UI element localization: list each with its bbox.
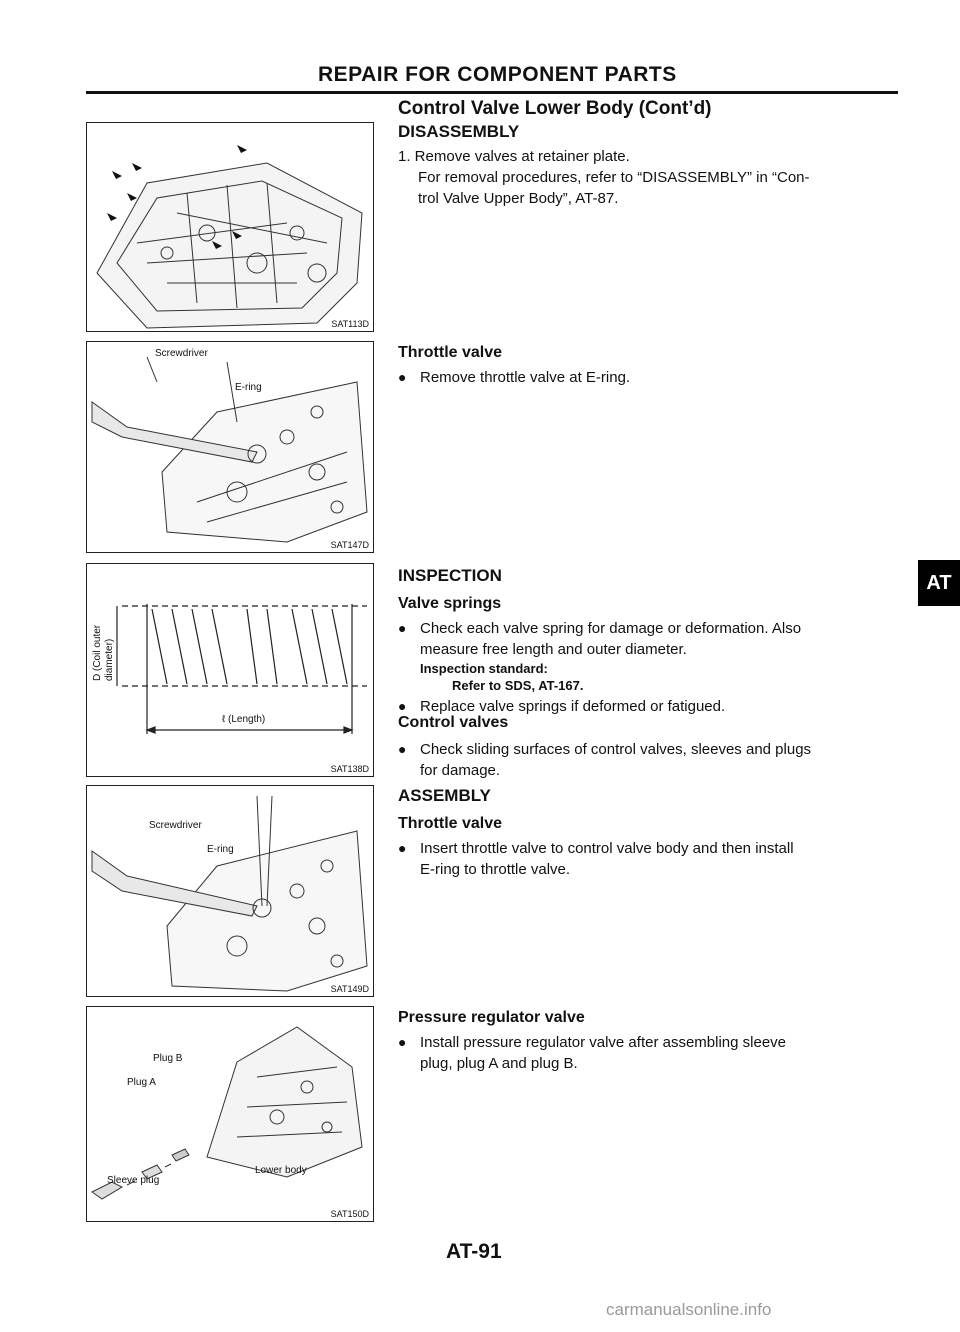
bullet-text: Install pressure regulator valve after assembling sleeve	[420, 1034, 787, 1051]
figure-pressure-regulator	[86, 1006, 374, 1222]
heading-inspection: INSPECTION	[398, 566, 502, 585]
label-ering: E-ring	[235, 382, 262, 393]
label-screwdriver: Screwdriver	[155, 348, 208, 359]
figure-throttle-install	[86, 785, 374, 997]
bullet-item	[398, 739, 811, 781]
bullet-item	[398, 1032, 786, 1074]
label-coil-diameter: D (Coil outer diameter)	[92, 624, 115, 681]
bullet-item	[398, 838, 794, 880]
screwdriver-ering-illustration	[87, 786, 375, 998]
bullet-icon: ●	[398, 369, 407, 385]
heading-throttle-valve-assembly: Throttle valve	[398, 815, 503, 832]
step-text: For removal procedures, refer to “DISASSEMBLY” in “Con-	[418, 169, 810, 186]
figure-spring-dimensions	[86, 563, 374, 777]
label-plug-b: Plug B	[153, 1053, 183, 1064]
header-rule	[86, 91, 898, 94]
bullet-text: for damage.	[420, 762, 501, 779]
page-header-title: REPAIR FOR COMPONENT PARTS	[318, 63, 677, 86]
bullet-text: plug, plug A and plug B.	[420, 1055, 578, 1072]
section-side-tab: AT	[918, 560, 960, 606]
label-plug-a: Plug A	[127, 1077, 156, 1088]
bullet-text: Replace valve springs if deformed or fatigued.	[420, 698, 726, 715]
label-lower-body: Lower body	[255, 1165, 307, 1176]
label-sleeve-plug: Sleeve plug	[107, 1175, 160, 1186]
heading-throttle-valve: Throttle valve	[398, 344, 503, 361]
heading-disassembly: DISASSEMBLY	[398, 122, 520, 141]
bullet-text: measure free length and outer diameter.	[420, 641, 687, 658]
figure-code: SAT113D	[331, 319, 369, 329]
bullet-text: Insert throttle valve to control valve body and then install	[420, 840, 794, 857]
figure-code: SAT150D	[330, 1209, 369, 1219]
bullet-item	[398, 618, 801, 660]
label-ering: E-ring	[207, 844, 234, 855]
label-length: ℓ (Length)	[222, 714, 266, 725]
bullet-text: Remove throttle valve at E-ring.	[420, 369, 631, 386]
figure-valve-body-overview	[86, 122, 374, 332]
figure-code: SAT149D	[330, 984, 369, 994]
valve-body-illustration	[87, 123, 375, 333]
heading-pressure-regulator: Pressure regulator valve	[398, 1009, 585, 1026]
heading-assembly: ASSEMBLY	[398, 786, 491, 805]
figure-code: SAT147D	[330, 540, 369, 550]
screwdriver-ering-illustration	[87, 342, 375, 554]
bullet-icon: ●	[398, 620, 407, 636]
figure-throttle-removal	[86, 341, 374, 553]
step-text: 1. Remove valves at retainer plate.	[398, 148, 630, 165]
inspection-standard-value: Refer to SDS, AT-167.	[452, 678, 584, 693]
bullet-item	[398, 367, 630, 388]
section-title: Control Valve Lower Body (Cont’d)	[398, 98, 712, 119]
bullet-text: Check sliding surfaces of control valves, sleeves and plugs	[420, 741, 812, 758]
watermark: carmanualsonline.info	[606, 1300, 772, 1319]
pressure-regulator-illustration	[87, 1007, 375, 1223]
bullet-icon: ●	[398, 840, 407, 856]
heading-valve-springs: Valve springs	[398, 595, 502, 612]
bullet-icon: ●	[398, 741, 407, 757]
spring-diagram	[87, 564, 375, 778]
figure-code: SAT138D	[330, 764, 369, 774]
inspection-standard-label: Inspection standard:	[420, 661, 548, 676]
label-screwdriver: Screwdriver	[149, 820, 202, 831]
disassembly-step-1	[398, 146, 810, 209]
bullet-icon: ●	[398, 1034, 407, 1050]
heading-control-valves: Control valves	[398, 714, 509, 731]
step-text: trol Valve Upper Body”, AT-87.	[418, 190, 619, 207]
bullet-text: E-ring to throttle valve.	[420, 861, 571, 878]
page-number: AT-91	[446, 1240, 502, 1263]
bullet-icon: ●	[398, 698, 407, 714]
bullet-text: Check each valve spring for damage or deformation. Also	[420, 620, 802, 637]
